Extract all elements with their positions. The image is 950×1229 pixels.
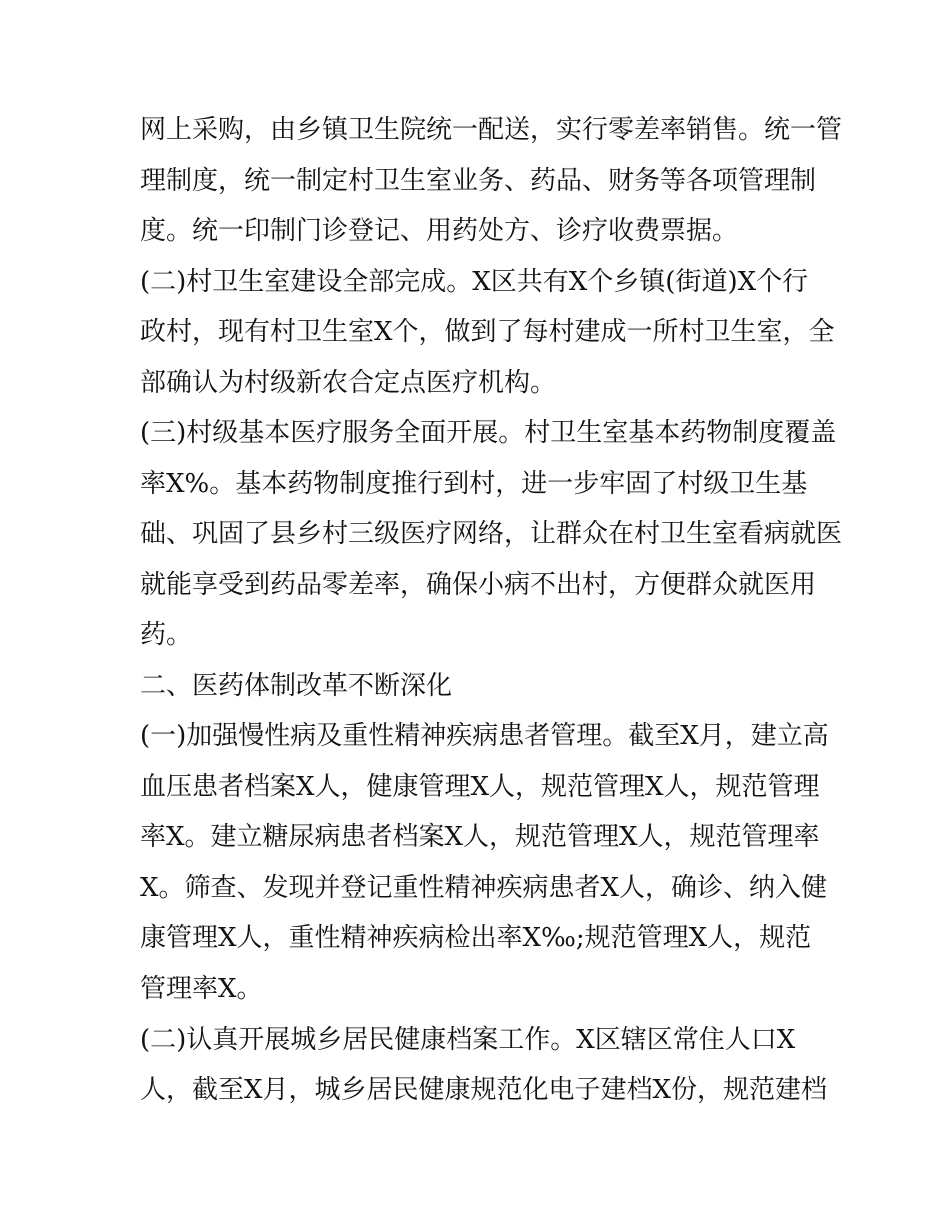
text-line: 础、巩固了县乡村三级医疗网络，让群众在村卫生室看病就医 (140, 519, 843, 549)
text-line: (三)村级基本医疗服务全面开展。村卫生室基本药物制度覆盖 (140, 418, 837, 448)
text-line: 就能享受到药品零差率，确保小病不出村，方便群众就医用 (140, 570, 817, 600)
text-line: 率X。建立糖尿病患者档案X人，规范管理X人，规范管理率 (140, 822, 820, 852)
text-line: 康管理X人，重性精神疾病检出率X‰;规范管理X人，规范 (140, 923, 812, 953)
section-heading: 二、医药体制改革不断深化 (140, 671, 453, 701)
text-line: 网上采购，由乡镇卫生院统一配送，实行零差率销售。统一管 (140, 115, 843, 145)
text-line: (二)认真开展城乡居民健康档案工作。X区辖区常住人口X (140, 1025, 796, 1055)
text-line: 部确认为村级新农合定点医疗机构。 (140, 368, 557, 398)
text-line: (一)加强慢性病及重性精神疾病患者管理。截至X月，建立高 (140, 721, 829, 751)
text-line: 度。统一印制门诊登记、用药处方、诊疗收费票据。 (140, 216, 739, 246)
text-line: 理制度，统一制定村卫生室业务、药品、财务等各项管理制 (140, 166, 817, 196)
text-line: 政村，现有村卫生室X个，做到了每村建成一所村卫生室，全 (140, 317, 835, 347)
text-line: 率X%。基本药物制度推行到村，进一步牢固了村级卫生基 (140, 469, 808, 499)
text-line: 人，截至X月，城乡居民健康规范化电子建档X份，规范建档 (140, 1075, 828, 1105)
text-line: (二)村卫生室建设全部完成。X区共有X个乡镇(街道)X个行 (140, 267, 809, 297)
text-line: X。筛查、发现并登记重性精神疾病患者X人，确诊、纳入健 (140, 873, 828, 903)
text-line: 管理率X。 (140, 974, 263, 1004)
text-line: 药。 (140, 620, 193, 650)
text-line: 血压患者档案X人，健康管理X人，规范管理X人，规范管理 (140, 772, 820, 802)
